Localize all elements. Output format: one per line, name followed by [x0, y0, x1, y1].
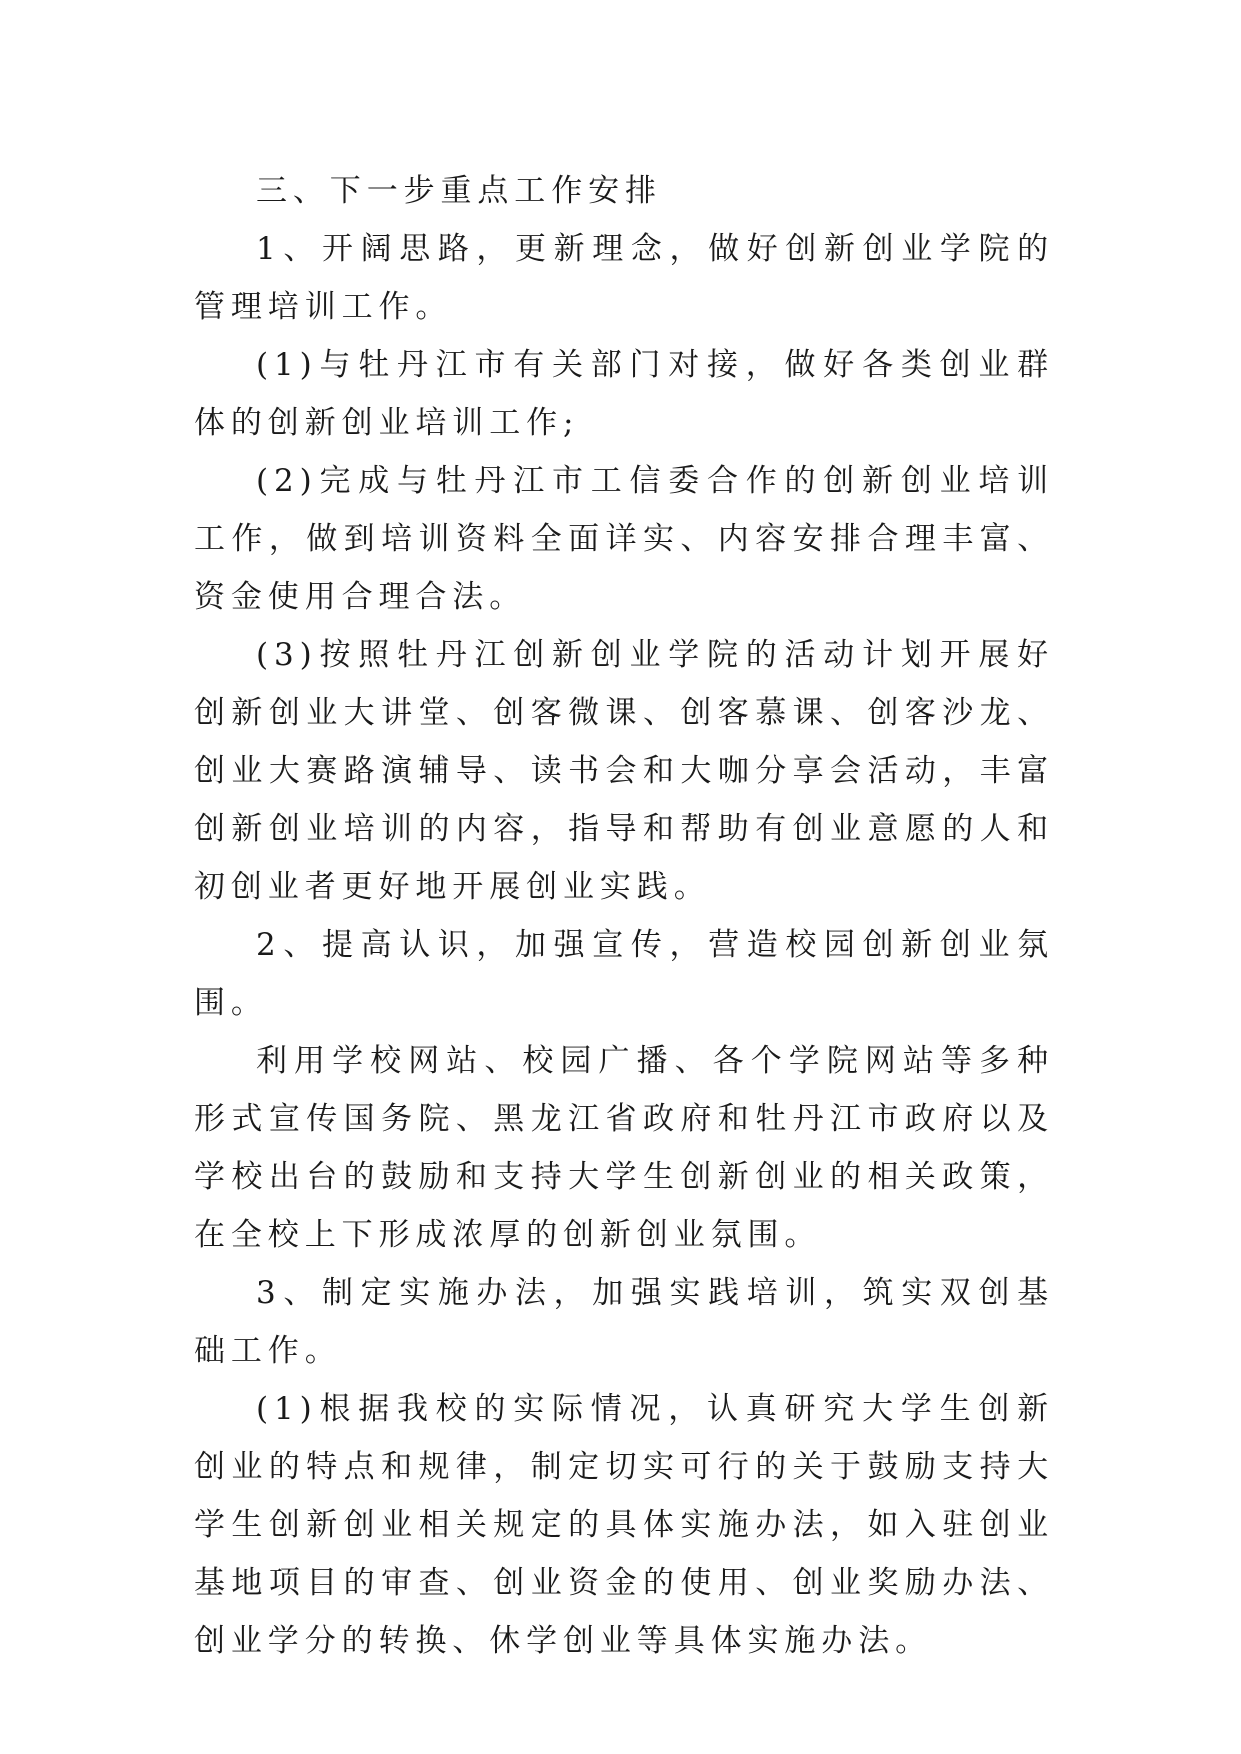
- paragraph: 利用学校网站、校园广播、各个学院网站等多种形式宣传国务院、黑龙江省政府和牡丹江市政府以及学校出台的鼓励和支持大学生创新创业的相关政策，在全校上下形成浓厚的创新创业氛围。: [194, 1043, 1054, 1253]
- document-page: [194, 162, 1054, 1670]
- item-heading-1: 1、开阔思路，更新理念，做好创新创业学院的管理培训工作。: [194, 231, 1054, 325]
- paragraph: (3)按照牡丹江创新创业学院的活动计划开展好创新创业大讲堂、创客微课、创客慕课、创客沙龙、创业大赛路演辅导、读书会和大咖分享会活动，丰富创新创业培训的内容，指导和帮助有创业意愿的人和初创业者更好地开展创业实践。: [194, 637, 1054, 905]
- item-heading-2: 2、提高认识，加强宣传，营造校园创新创业氛围。: [194, 927, 1054, 1021]
- item-heading-3: 3、制定实施办法，加强实践培训，筑实双创基础工作。: [194, 1275, 1054, 1369]
- paragraph: (2)完成与牡丹江市工信委合作的创新创业培训工作，做到培训资料全面详实、内容安排合理丰富、资金使用合理合法。: [194, 463, 1054, 615]
- paragraph: (1)与牡丹江市有关部门对接，做好各类创业群体的创新创业培训工作;: [194, 347, 1054, 441]
- paragraph: (1)根据我校的实际情况，认真研究大学生创新创业的特点和规律，制定切实可行的关于鼓励支持大学生创新创业相关规定的具体实施办法，如入驻创业基地项目的审查、创业资金的使用、创业奖励办法、创业学分的转换、休学创业等具体实施办法。: [194, 1391, 1054, 1659]
- section-heading: 三、下一步重点工作安排: [256, 173, 662, 209]
